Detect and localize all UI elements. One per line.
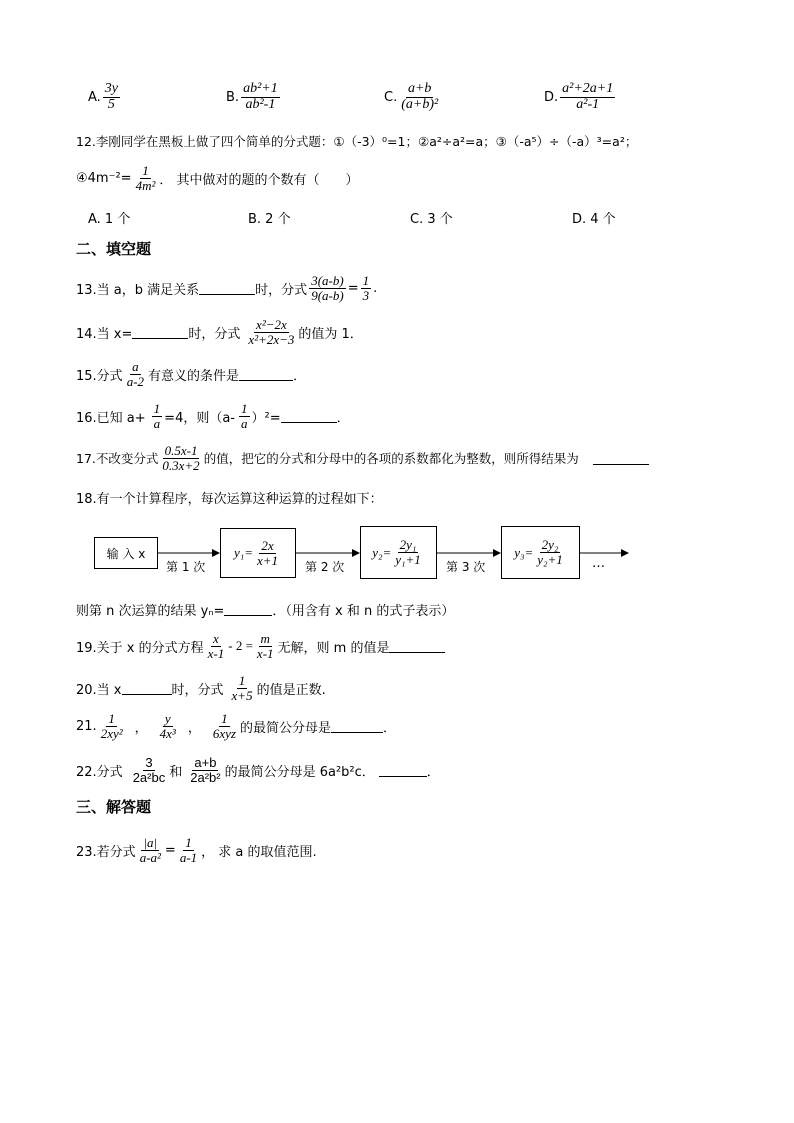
fraction: $\frac{a+b}{\text{(a+b)²}}$ bbox=[401, 81, 439, 112]
q13: 13.当 a，b 满足关系 时，分式 $\frac{3(a-b)}{9(a-b)}$ = $\frac{1}{3}$ . bbox=[76, 273, 378, 303]
q22: 22.分式 $\frac{3}{\text{2a²bc}}$ 和 $\frac{a+b}{\text{2a²b²}}$ 的最简公分母是 6a²b²c． ． bbox=[76, 755, 440, 785]
fraction: $\frac{3y}{5}$ bbox=[104, 81, 119, 112]
ellipsis: … bbox=[592, 556, 605, 571]
q11-option-a: A. $\frac{3y}{5}$ bbox=[88, 81, 119, 112]
q11-option-c: C. $\frac{a+b}{\text{(a+b)²}}$ bbox=[384, 81, 439, 112]
fraction: $\frac{1}{\text{2xy²}}$ bbox=[100, 711, 123, 741]
q18-result: 则第 n 次运算的结果 yₙ= ．（用含有 x 和 n 的式子表示） bbox=[76, 604, 455, 619]
q12-line2: ④4m⁻²= $\frac{1}{\text{4m²}}$ ． 其中做对的题的个数有（ ） bbox=[76, 163, 359, 193]
fraction: $\frac{0.5x-1}{0.3x+2}$ bbox=[162, 443, 200, 473]
q17: 17.不改变分式 $\frac{0.5x-1}{0.3x+2}$ 的值，把它的分式和分母中的各项的系数都化为整数，则所得结果为 bbox=[76, 444, 649, 472]
fraction: $\frac{m}{x-1}$ bbox=[256, 631, 274, 661]
q12-option-b: B. 2 个 bbox=[248, 212, 291, 227]
answer-blank[interactable] bbox=[389, 640, 445, 653]
section-heading-fill-in: 二、填空题 bbox=[76, 240, 152, 258]
fraction: $\frac{1}{x+5}$ bbox=[231, 673, 253, 703]
fraction: $\frac{\text{a²+2a+1}}{\text{a²-1}}$ bbox=[562, 81, 614, 112]
fraction: $\frac{\text{ab²+1}}{\text{ab²-1}}$ bbox=[243, 81, 278, 112]
fraction: $\frac{\text{2y₁}}{\text{y₁+1}}$ bbox=[395, 537, 421, 567]
fraction: $\frac{\text{x²−2x}}{\text{x²+2x−3}}$ bbox=[248, 317, 295, 347]
q23: 23.若分式 $\frac{|a|}{\text{a-a²}}$ = $\frac{1}{a-1}$ ， 求 a 的取值范围. bbox=[76, 835, 317, 865]
fraction: $\frac{1}{\text{6xyz}}$ bbox=[212, 711, 236, 741]
q12-line1: 12.李刚同学在黑板上做了四个简单的分式题：①（-3）⁰=1；②a²÷a²=a；③（-a⁵）÷（-a）³=a²； bbox=[76, 134, 638, 149]
fraction: $\frac{a+b}{\text{2a²b²}}$ bbox=[190, 755, 221, 785]
q11-option-d: D. $\frac{\text{a²+2a+1}}{\text{a²-1}}$ bbox=[544, 81, 614, 112]
input-box: 输 入 x bbox=[94, 537, 158, 569]
q11-option-b: B. $\frac{\text{ab²+1}}{\text{ab²-1}}$ bbox=[226, 81, 278, 112]
fraction: $\frac{1}{a}$ bbox=[241, 401, 248, 431]
q19: 19.关于 x 的分式方程 $\frac{x}{x-1}$ - 2 = $\frac{m}{x-1}$ 无解，则 m 的值是 bbox=[76, 632, 445, 660]
fraction: $\frac{3}{\text{2a²bc}}$ bbox=[132, 755, 166, 785]
fraction: $\frac{1}{\text{4m²}}$ bbox=[135, 163, 156, 193]
q16: 16.已知 a+ $\frac{1}{a}$ =4，则（a- $\frac{1}{a}$ ）²= ． bbox=[76, 401, 350, 431]
fraction: $\frac{\text{2y₂}}{\text{y₂+1}}$ bbox=[537, 537, 563, 567]
step-2-label: 第 2 次 bbox=[305, 560, 345, 574]
y1-box: y₁= $\frac{2x}{x+1}$ bbox=[220, 528, 296, 578]
q14: 14.当 x= 时，分式 $\frac{\text{x²−2x}}{\text{x²+2x−3}}$ 的值为 1． bbox=[76, 317, 363, 347]
q21: 21. $\frac{1}{\text{2xy²}}$ ， $\frac{y}{\text{4x³}}$ ， $\frac{1}{\text{6xyz}}$ 的最简公分母是 ． bbox=[76, 711, 396, 741]
answer-blank[interactable] bbox=[379, 764, 427, 777]
step-3-label: 第 3 次 bbox=[446, 560, 486, 574]
answer-blank[interactable] bbox=[331, 720, 383, 733]
fraction: $\frac{|a|}{\text{a-a²}}$ bbox=[139, 835, 161, 865]
q15: 15.分式 $\frac{a}{a-2}$ 有意义的条件是 ． bbox=[76, 359, 307, 389]
fraction: $\frac{y}{\text{4x³}}$ bbox=[159, 711, 176, 741]
fraction: $\frac{1}{a-1}$ bbox=[179, 835, 198, 865]
answer-blank[interactable] bbox=[122, 682, 172, 695]
y2-box: y₂= $\frac{\text{2y₁}}{\text{y₁+1}}$ bbox=[360, 526, 437, 579]
q18-text: 18.有一个计算程序，每次运算这种运算的过程如下： bbox=[76, 492, 383, 507]
q12-option-c: C. 3 个 bbox=[410, 212, 453, 227]
fraction: $\frac{x}{x-1}$ bbox=[207, 631, 225, 661]
q20: 20.当 x 时，分式 $\frac{1}{x+5}$ 的值是正数. bbox=[76, 673, 326, 703]
section-heading-answer: 三、解答题 bbox=[76, 798, 152, 816]
q12-option-a: A. 1 个 bbox=[88, 212, 131, 227]
step-1-label: 第 1 次 bbox=[166, 560, 206, 574]
q12-option-d: D. 4 个 bbox=[572, 212, 616, 227]
y3-box: y₃= $\frac{\text{2y₂}}{\text{y₂+1}}$ bbox=[501, 526, 580, 579]
answer-blank[interactable] bbox=[224, 603, 272, 616]
fraction: $\frac{1}{3}$ bbox=[362, 273, 370, 303]
fraction: $\frac{a}{a-2}$ bbox=[126, 359, 145, 389]
fraction: $\frac{2x}{x+1}$ bbox=[257, 537, 279, 568]
fraction: $\frac{1}{a}$ bbox=[153, 401, 161, 431]
fraction: $\frac{3(a-b)}{9(a-b)}$ bbox=[311, 273, 344, 303]
